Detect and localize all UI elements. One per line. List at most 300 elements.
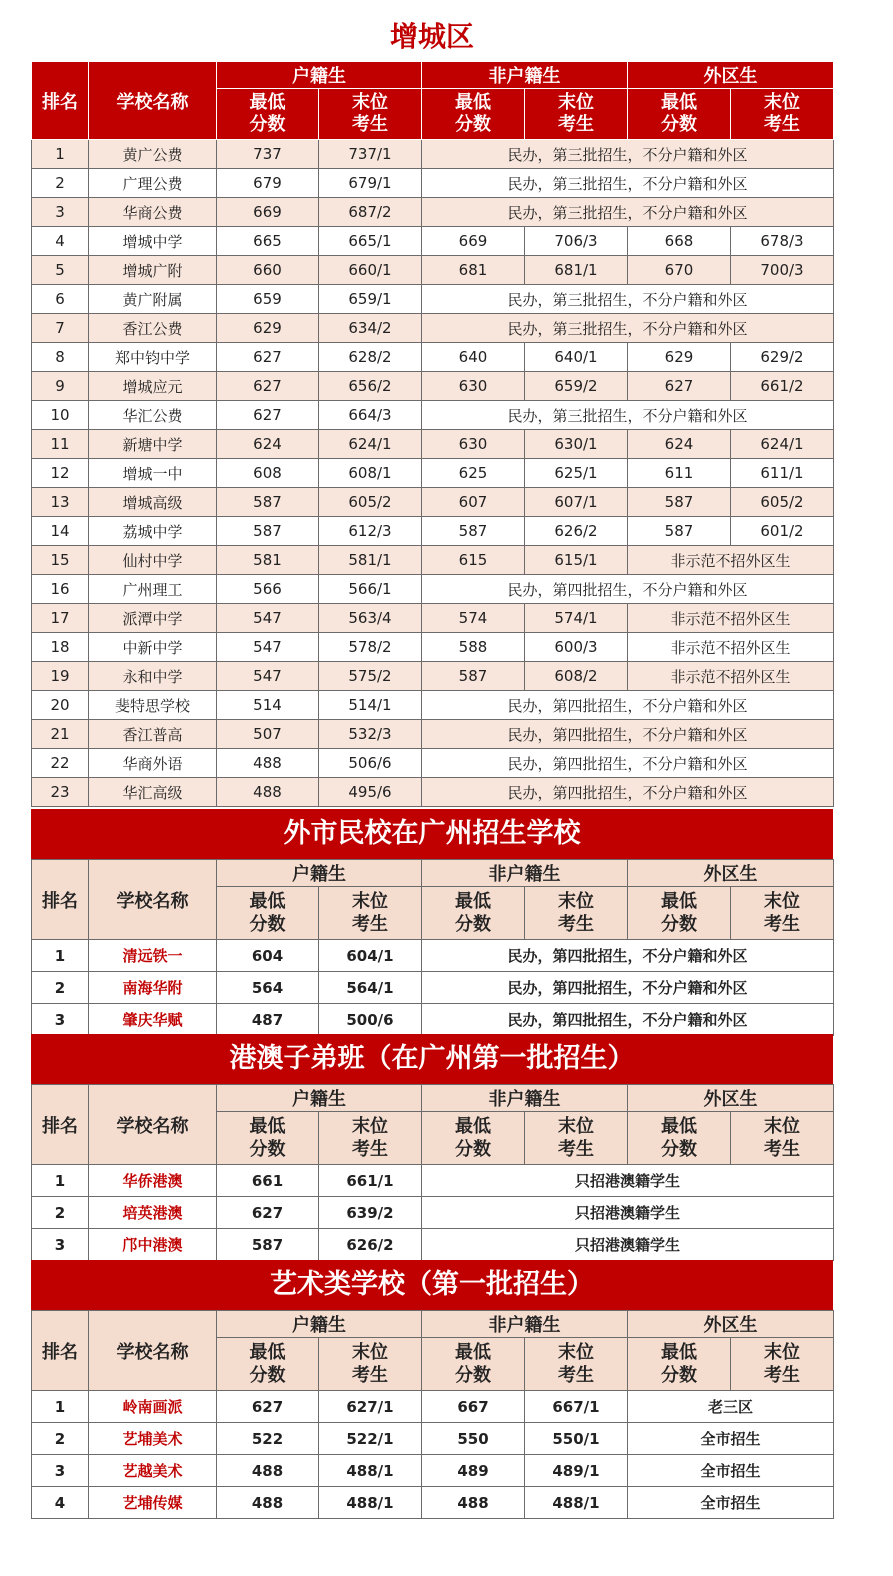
waiqu-min-score-cell: 670 <box>628 256 731 285</box>
school-name-cell: 艺越美术 <box>89 1455 217 1487</box>
admission-note-cell: 民办，第四批招生，不分户籍和外区 <box>422 778 834 807</box>
header-line: 分数 <box>249 1365 286 1386</box>
hu-last-student-cell: 659/1 <box>319 285 422 314</box>
hu-last-student-cell: 665/1 <box>319 227 422 256</box>
hu-last-student-cell: 661/1 <box>319 1165 422 1197</box>
waiqu-header: 外区生 <box>628 1085 834 1112</box>
hu-last-student-cell: 660/1 <box>319 256 422 285</box>
header-line: 分数 <box>661 114 697 135</box>
school-name-cell: 香江公费 <box>89 314 217 343</box>
hu-header: 户籍生 <box>217 62 422 89</box>
waiqu-min-score-cell: 587 <box>628 517 731 546</box>
header-line: 考生 <box>764 114 800 135</box>
rank-cell: 15 <box>32 546 89 575</box>
school-name-cell: 清远铁一 <box>89 940 217 972</box>
school-name-cell: 艺埔传媒 <box>89 1487 217 1519</box>
non-hu-min-score-cell: 588 <box>422 633 525 662</box>
table-row <box>32 140 834 169</box>
school-name-cell: 黄广附属 <box>89 285 217 314</box>
last-student-header <box>525 1112 628 1165</box>
rank-cell: 13 <box>32 488 89 517</box>
admission-note-cell: 民办，第三批招生，不分户籍和外区 <box>422 198 834 227</box>
last-student-header <box>731 1112 834 1165</box>
hu-min-score-cell: 547 <box>217 633 319 662</box>
waiqu-note-cell: 全市招生 <box>628 1487 834 1519</box>
last-student-header <box>319 1338 422 1391</box>
non-hu-last-student-cell: 550/1 <box>525 1423 628 1455</box>
hu-last-student-cell: 634/2 <box>319 314 422 343</box>
table-row <box>32 459 834 488</box>
school-name-cell: 中新中学 <box>89 633 217 662</box>
min-score-header <box>217 1112 319 1165</box>
waiqu-note-cell: 全市招生 <box>628 1423 834 1455</box>
last-student-header <box>319 1112 422 1165</box>
table-header <box>32 1085 834 1165</box>
rank-cell: 10 <box>32 401 89 430</box>
rank-cell: 2 <box>32 972 89 1004</box>
waiqu-note-cell: 老三区 <box>628 1391 834 1423</box>
header-line: 考生 <box>558 914 594 935</box>
non-hu-last-student-cell: 625/1 <box>525 459 628 488</box>
header-line: 考生 <box>558 1139 594 1160</box>
school-name-header: 学校名称 <box>89 1085 217 1165</box>
table-row <box>32 575 834 604</box>
table-row <box>32 401 834 430</box>
hu-last-student-cell: 627/1 <box>319 1391 422 1423</box>
hu-min-score-cell: 608 <box>217 459 319 488</box>
header-line: 末位 <box>352 1116 388 1137</box>
non-hu-min-score-cell: 488 <box>422 1487 525 1519</box>
header-line: 末位 <box>764 92 800 113</box>
table-row <box>32 1165 834 1197</box>
waiqu-header: 外区生 <box>628 860 834 887</box>
non-hu-min-score-cell: 640 <box>422 343 525 372</box>
admission-note-cell: 民办，第四批招生，不分户籍和外区 <box>422 575 834 604</box>
min-score-header <box>217 887 319 940</box>
hu-last-student-cell: 566/1 <box>319 575 422 604</box>
admission-note-cell: 民办，第四批招生，不分户籍和外区 <box>422 1004 834 1036</box>
header-line: 分数 <box>455 914 491 935</box>
rank-cell: 18 <box>32 633 89 662</box>
rank-cell: 20 <box>32 691 89 720</box>
hu-min-score-cell: 665 <box>217 227 319 256</box>
hu-last-student-cell: 495/6 <box>319 778 422 807</box>
header-line: 末位 <box>558 891 594 912</box>
non-hu-min-score-cell: 489 <box>422 1455 525 1487</box>
waiqu-note-cell: 非示范不招外区生 <box>628 662 834 691</box>
admission-note-cell: 民办，第四批招生，不分户籍和外区 <box>422 940 834 972</box>
header-line: 最低 <box>661 1116 697 1137</box>
hu-min-score-cell: 514 <box>217 691 319 720</box>
min-score-header <box>422 89 525 140</box>
hu-last-student-cell: 532/3 <box>319 720 422 749</box>
admission-note-cell: 民办，第四批招生，不分户籍和外区 <box>422 720 834 749</box>
last-student-header <box>319 89 422 140</box>
hu-min-score-cell: 581 <box>217 546 319 575</box>
header-line: 末位 <box>558 92 594 113</box>
school-name-cell: 香江普高 <box>89 720 217 749</box>
header-line: 考生 <box>764 914 800 935</box>
table-row <box>32 1197 834 1229</box>
hu-min-score-cell: 629 <box>217 314 319 343</box>
rank-cell: 2 <box>32 169 89 198</box>
school-name-cell: 华商外语 <box>89 749 217 778</box>
header-line: 考生 <box>352 1139 388 1160</box>
school-name-cell: 斐特思学校 <box>89 691 217 720</box>
header-line: 最低 <box>249 92 286 113</box>
hu-min-score-cell: 627 <box>217 1391 319 1423</box>
rank-cell: 22 <box>32 749 89 778</box>
table-row <box>32 546 834 575</box>
waiqu-last-student-cell: 611/1 <box>731 459 834 488</box>
hu-min-score-cell: 669 <box>217 198 319 227</box>
school-name-cell: 广理公费 <box>89 169 217 198</box>
waiqu-min-score-cell: 627 <box>628 372 731 401</box>
non-hu-last-student-cell: 626/2 <box>525 517 628 546</box>
school-name-cell: 增城高级 <box>89 488 217 517</box>
header-line: 考生 <box>352 914 388 935</box>
hu-last-student-cell: 679/1 <box>319 169 422 198</box>
waiqu-last-student-cell: 624/1 <box>731 430 834 459</box>
school-name-cell: 增城中学 <box>89 227 217 256</box>
waiqu-last-student-cell: 605/2 <box>731 488 834 517</box>
table-row <box>32 1487 834 1519</box>
school-name-header: 学校名称 <box>89 1311 217 1391</box>
non-hu-last-student-cell: 488/1 <box>525 1487 628 1519</box>
rank-cell: 16 <box>32 575 89 604</box>
waiqu-note-cell: 非示范不招外区生 <box>628 546 834 575</box>
school-name-cell: 岭南画派 <box>89 1391 217 1423</box>
hu-min-score-cell: 627 <box>217 1197 319 1229</box>
waiqu-min-score-cell: 629 <box>628 343 731 372</box>
hu-min-score-cell: 587 <box>217 488 319 517</box>
hu-last-student-cell: 506/6 <box>319 749 422 778</box>
school-name-cell: 仙村中学 <box>89 546 217 575</box>
non-hu-min-score-cell: 574 <box>422 604 525 633</box>
page-title: 增城区 <box>389 20 474 53</box>
hu-last-student-cell: 575/2 <box>319 662 422 691</box>
non-hu-min-score-cell: 615 <box>422 546 525 575</box>
admission-note-cell: 民办，第三批招生，不分户籍和外区 <box>422 314 834 343</box>
school-name-cell: 新塘中学 <box>89 430 217 459</box>
non-hu-min-score-cell: 587 <box>422 662 525 691</box>
waiqu-last-student-cell: 601/2 <box>731 517 834 546</box>
school-name-header: 学校名称 <box>89 860 217 940</box>
header-line: 末位 <box>764 891 800 912</box>
header-line: 最低 <box>661 891 697 912</box>
rank-cell: 9 <box>32 372 89 401</box>
min-score-header <box>422 1112 525 1165</box>
hu-min-score-cell: 737 <box>217 140 319 169</box>
waiqu-note-cell: 全市招生 <box>628 1455 834 1487</box>
school-name-cell: 南海华附 <box>89 972 217 1004</box>
school-name-header: 学校名称 <box>89 62 217 140</box>
waiqu-note-cell: 非示范不招外区生 <box>628 604 834 633</box>
hu-min-score-cell: 547 <box>217 662 319 691</box>
rank-cell: 6 <box>32 285 89 314</box>
table-row <box>32 1455 834 1487</box>
last-student-header <box>731 887 834 940</box>
hu-min-score-cell: 659 <box>217 285 319 314</box>
header-line: 末位 <box>352 891 388 912</box>
waiqu-header: 外区生 <box>628 1311 834 1338</box>
non-hu-last-student-cell: 640/1 <box>525 343 628 372</box>
table-row <box>32 1423 834 1455</box>
header-line: 最低 <box>455 92 491 113</box>
hu-last-student-cell: 656/2 <box>319 372 422 401</box>
non-hu-last-student-cell: 608/2 <box>525 662 628 691</box>
hu-last-student-cell: 604/1 <box>319 940 422 972</box>
last-student-header <box>731 1338 834 1391</box>
waiqu-last-student-cell: 629/2 <box>731 343 834 372</box>
rank-cell: 3 <box>32 198 89 227</box>
header-line: 考生 <box>558 1365 594 1386</box>
out-of-city-private-table <box>31 859 834 1036</box>
min-score-header <box>628 1338 731 1391</box>
header-line: 最低 <box>455 891 491 912</box>
header-line: 最低 <box>661 1342 697 1363</box>
non-hu-last-student-cell: 706/3 <box>525 227 628 256</box>
school-name-cell: 华汇公费 <box>89 401 217 430</box>
table-row <box>32 198 834 227</box>
non-hu-last-student-cell: 681/1 <box>525 256 628 285</box>
school-name-cell: 邝中港澳 <box>89 1229 217 1261</box>
non-hu-min-score-cell: 607 <box>422 488 525 517</box>
header-line: 考生 <box>764 1365 800 1386</box>
non-hu-last-student-cell: 489/1 <box>525 1455 628 1487</box>
rank-cell: 3 <box>32 1455 89 1487</box>
table-row <box>32 430 834 459</box>
header-line: 分数 <box>661 1139 697 1160</box>
header-line: 最低 <box>661 92 697 113</box>
school-name-cell: 华汇高级 <box>89 778 217 807</box>
school-name-cell: 黄广公费 <box>89 140 217 169</box>
header-line: 分数 <box>249 114 286 135</box>
hu-min-score-cell: 507 <box>217 720 319 749</box>
hu-min-score-cell: 627 <box>217 372 319 401</box>
hu-last-student-cell: 578/2 <box>319 633 422 662</box>
school-name-cell: 郑中钧中学 <box>89 343 217 372</box>
hu-last-student-cell: 639/2 <box>319 1197 422 1229</box>
hu-last-student-cell: 581/1 <box>319 546 422 575</box>
hu-last-student-cell: 624/1 <box>319 430 422 459</box>
last-student-header <box>525 887 628 940</box>
min-score-header <box>422 887 525 940</box>
hu-min-score-cell: 487 <box>217 1004 319 1036</box>
hu-header: 户籍生 <box>217 1311 422 1338</box>
header-line: 最低 <box>455 1116 491 1137</box>
admission-note-cell: 民办，第三批招生，不分户籍和外区 <box>422 140 834 169</box>
non-hu-min-score-cell: 630 <box>422 372 525 401</box>
header-line: 最低 <box>249 1342 286 1363</box>
rank-cell: 19 <box>32 662 89 691</box>
hu-min-score-cell: 679 <box>217 169 319 198</box>
hu-last-student-cell: 612/3 <box>319 517 422 546</box>
non-hu-last-student-cell: 600/3 <box>525 633 628 662</box>
table-row <box>32 343 834 372</box>
non-hu-min-score-cell: 630 <box>422 430 525 459</box>
table-row <box>32 662 834 691</box>
admission-note-cell: 民办，第三批招生，不分户籍和外区 <box>422 401 834 430</box>
table-row <box>32 372 834 401</box>
section-banner: 外市民校在广州招生学校 <box>31 809 833 859</box>
header-line: 分数 <box>455 1365 491 1386</box>
last-student-header <box>319 887 422 940</box>
rank-cell: 7 <box>32 314 89 343</box>
table-row <box>32 314 834 343</box>
section-banner: 艺术类学校（第一批招生） <box>31 1260 833 1310</box>
min-score-header <box>628 89 731 140</box>
admission-note-cell: 只招港澳籍学生 <box>422 1197 834 1229</box>
table-row <box>32 488 834 517</box>
hu-header: 户籍生 <box>217 1085 422 1112</box>
table-row <box>32 1229 834 1261</box>
table-row <box>32 720 834 749</box>
hu-min-score-cell: 661 <box>217 1165 319 1197</box>
school-name-cell: 广州理工 <box>89 575 217 604</box>
last-student-header <box>525 89 628 140</box>
school-name-cell: 增城一中 <box>89 459 217 488</box>
table-row <box>32 778 834 807</box>
admission-note-cell: 民办，第四批招生，不分户籍和外区 <box>422 691 834 720</box>
non-hu-last-student-cell: 630/1 <box>525 430 628 459</box>
rank-header: 排名 <box>32 62 89 140</box>
header-line: 分数 <box>455 114 491 135</box>
non-hu-last-student-cell: 615/1 <box>525 546 628 575</box>
header-line: 最低 <box>249 1116 286 1137</box>
header-line: 考生 <box>352 114 388 135</box>
school-name-cell: 增城广附 <box>89 256 217 285</box>
hu-min-score-cell: 566 <box>217 575 319 604</box>
admission-note-cell: 民办，第四批招生，不分户籍和外区 <box>422 972 834 1004</box>
header-line: 分数 <box>661 914 697 935</box>
header-line: 考生 <box>764 1139 800 1160</box>
hu-last-student-cell: 608/1 <box>319 459 422 488</box>
rank-cell: 1 <box>32 1391 89 1423</box>
table-header <box>32 1311 834 1391</box>
school-name-cell: 华侨港澳 <box>89 1165 217 1197</box>
school-name-cell: 华商公费 <box>89 198 217 227</box>
rank-cell: 3 <box>32 1229 89 1261</box>
min-score-header <box>217 89 319 140</box>
hu-last-student-cell: 664/3 <box>319 401 422 430</box>
header-line: 最低 <box>249 891 286 912</box>
header-line: 末位 <box>558 1116 594 1137</box>
rank-cell: 5 <box>32 256 89 285</box>
hu-min-score-cell: 624 <box>217 430 319 459</box>
school-name-cell: 增城应元 <box>89 372 217 401</box>
waiqu-min-score-cell: 587 <box>628 488 731 517</box>
hu-last-student-cell: 687/2 <box>319 198 422 227</box>
hu-last-student-cell: 737/1 <box>319 140 422 169</box>
section-banner: 港澳子弟班（在广州第一批招生） <box>31 1034 833 1084</box>
table-row <box>32 691 834 720</box>
table-row <box>32 604 834 633</box>
hk-macao-class-table <box>31 1084 834 1261</box>
min-score-header <box>422 1338 525 1391</box>
hu-last-student-cell: 488/1 <box>319 1455 422 1487</box>
school-name-cell: 荔城中学 <box>89 517 217 546</box>
admission-note-cell: 只招港澳籍学生 <box>422 1165 834 1197</box>
header-line: 末位 <box>764 1116 800 1137</box>
table-row <box>32 1004 834 1036</box>
table-row <box>32 517 834 546</box>
header-line: 最低 <box>455 1342 491 1363</box>
rank-cell: 21 <box>32 720 89 749</box>
table-row <box>32 227 834 256</box>
rank-cell: 4 <box>32 1487 89 1519</box>
waiqu-last-student-cell: 678/3 <box>731 227 834 256</box>
non-hu-last-student-cell: 574/1 <box>525 604 628 633</box>
non-hu-min-score-cell: 669 <box>422 227 525 256</box>
hu-last-student-cell: 500/6 <box>319 1004 422 1036</box>
table-row <box>32 633 834 662</box>
hu-min-score-cell: 547 <box>217 604 319 633</box>
table-row <box>32 940 834 972</box>
hu-min-score-cell: 488 <box>217 778 319 807</box>
non-hu-min-score-cell: 667 <box>422 1391 525 1423</box>
hu-min-score-cell: 587 <box>217 1229 319 1261</box>
hu-min-score-cell: 488 <box>217 1455 319 1487</box>
school-name-cell: 肇庆华赋 <box>89 1004 217 1036</box>
hu-header: 户籍生 <box>217 860 422 887</box>
rank-cell: 1 <box>32 140 89 169</box>
rank-cell: 14 <box>32 517 89 546</box>
table-row <box>32 169 834 198</box>
waiqu-min-score-cell: 668 <box>628 227 731 256</box>
rank-header: 排名 <box>32 1085 89 1165</box>
min-score-header <box>217 1338 319 1391</box>
min-score-header <box>628 1112 731 1165</box>
waiqu-header: 外区生 <box>628 62 834 89</box>
hu-last-student-cell: 626/2 <box>319 1229 422 1261</box>
hu-last-student-cell: 628/2 <box>319 343 422 372</box>
waiqu-last-student-cell: 700/3 <box>731 256 834 285</box>
non-hu-header: 非户籍生 <box>422 860 628 887</box>
hu-min-score-cell: 587 <box>217 517 319 546</box>
header-line: 考生 <box>558 114 594 135</box>
hu-min-score-cell: 627 <box>217 401 319 430</box>
rank-header: 排名 <box>32 1311 89 1391</box>
header-line: 分数 <box>249 914 286 935</box>
rank-cell: 2 <box>32 1197 89 1229</box>
rank-cell: 1 <box>32 1165 89 1197</box>
table-row <box>32 256 834 285</box>
header-line: 末位 <box>558 1342 594 1363</box>
header-line: 分数 <box>249 1139 286 1160</box>
art-school-table <box>31 1310 834 1519</box>
school-name-cell: 永和中学 <box>89 662 217 691</box>
rank-cell: 23 <box>32 778 89 807</box>
hu-last-student-cell: 522/1 <box>319 1423 422 1455</box>
table-row <box>32 972 834 1004</box>
school-name-cell: 培英港澳 <box>89 1197 217 1229</box>
rank-cell: 8 <box>32 343 89 372</box>
waiqu-note-cell: 非示范不招外区生 <box>628 633 834 662</box>
header-line: 考生 <box>352 1365 388 1386</box>
rank-cell: 1 <box>32 940 89 972</box>
table-row <box>32 285 834 314</box>
non-hu-min-score-cell: 681 <box>422 256 525 285</box>
school-name-cell: 艺埔美术 <box>89 1423 217 1455</box>
waiqu-min-score-cell: 611 <box>628 459 731 488</box>
header-line: 末位 <box>352 1342 388 1363</box>
last-student-header <box>525 1338 628 1391</box>
header-line: 分数 <box>455 1139 491 1160</box>
admission-note-cell: 民办，第三批招生，不分户籍和外区 <box>422 169 834 198</box>
non-hu-min-score-cell: 587 <box>422 517 525 546</box>
main-score-table <box>31 61 834 807</box>
